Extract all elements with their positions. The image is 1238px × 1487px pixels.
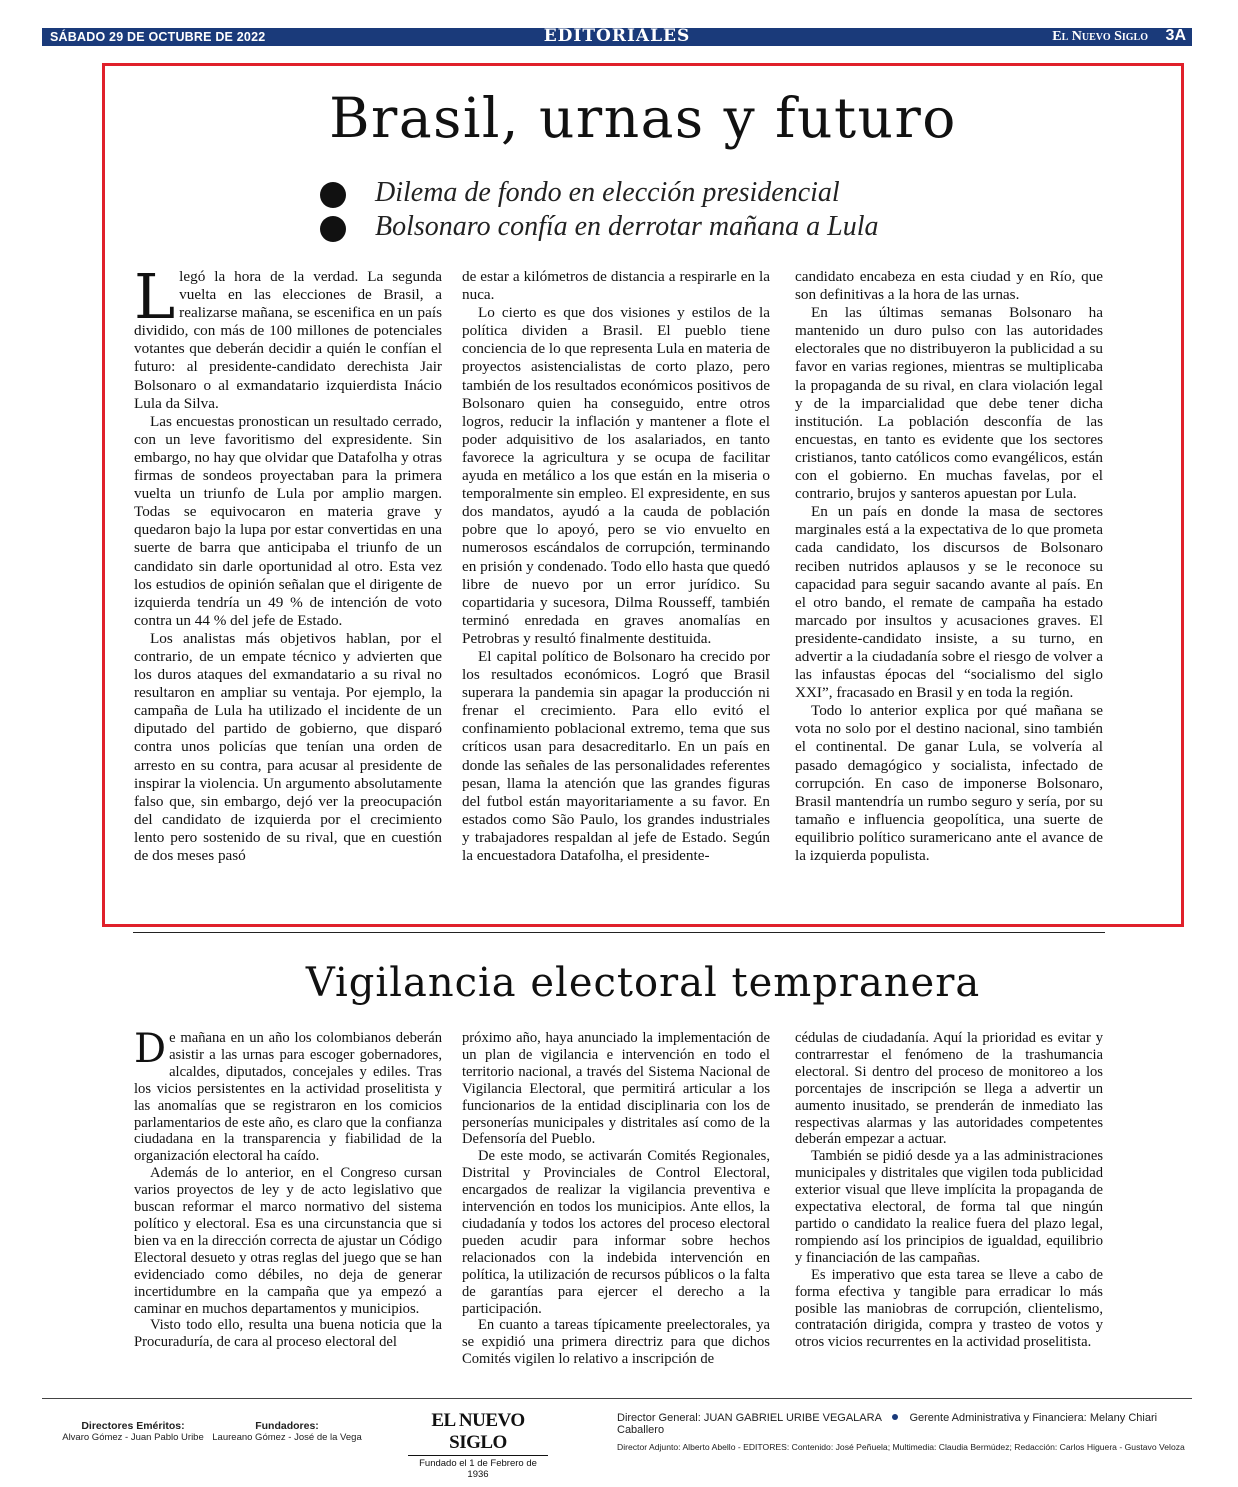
- director-general-label: Director General:: [617, 1412, 701, 1424]
- emeritus-directors: [48, 1420, 218, 1443]
- staff-row-1: [617, 1412, 1187, 1436]
- article-paragraph: También se pidió desde ya a las administraciones municipales y distritales que vigilen toda publicidad exterior visual que lleve implícita la propaganda de expectativa electoral, de forma tal que ningún partido o candidato la realice fuera del plazo legal, rompiendo así los principios de igualdad, equilibrio y financiación de las campañas.: [795, 1148, 1103, 1266]
- article-column-1: [134, 1026, 442, 1351]
- article-column-1: [134, 260, 443, 865]
- article-paragraph: Los analistas más objetivos hablan, por el contrario, de un empate técnico y advierten que los duros ataques del exmandatario a su rival no resultaron en ampliar su ventaja. Por ejemplo, la campaña de Lula ha utilizado el incidente de un diputado del partido de gobierno, que disparó contra unos policías que tenían una orden de arresto en su contra, para acusar al presidente de inspirar la violencia. Un argumento absolutamente falso que, sin embargo, dejó ver la preocupación del candidato de izquierda por el crecimiento lento pero sostenido de su rival, que en cuestión de dos meses pasó: [134, 629, 442, 864]
- editorial-title-brasil: Brasil, urnas y futuro: [329, 86, 957, 150]
- directors-label: Directores Eméritos:: [81, 1420, 185, 1432]
- page-number: 3A: [1165, 27, 1186, 44]
- subtitle-text: Dilema de fondo en elección presidencial: [375, 177, 840, 208]
- article-paragraph: [134, 1026, 442, 1165]
- article-paragraph: En cuanto a tareas típicamente preelectorales, ya se expidió una primera directriz para que dichos Comités vigilen lo relativo a inscripción de: [462, 1317, 770, 1368]
- article-paragraph: Las encuestas pronostican un resultado cerrado, con un leve favoritismo del expresidente. Sin embargo, no hay que olvidar que Datafolha y otras firmas de sondeos proyectaban para la primera vuelta un triunfo de Lula por amplio margen. Todas se equivocaron en materia grave y quedaron bajo la lupa por estar convertidas en una suerte de barra que anticipaba el triunfo de un candidato sin darle oportunidad al otro. Esta vez los estudios de opinión señalan que el dirigente de izquierda tendría un 49 % de intención de voto contra un 44 % del jefe de Estado.: [134, 412, 443, 629]
- manager-name: Melany Chiari Caballero: [617, 1412, 1158, 1436]
- article-paragraph: En las últimas semanas Bolsonaro ha mantenido un duro pulso con las autoridades electorales que no distribuyeron la publicidad a su favor en varias regiones, mientras se multiplicaba la propaganda de su rival, en clara violación legal y de la imparcialidad que debe tener dicha institución. La población desconfía de las encuestas, en tanto es evidente que los sectores cristianos, tanto católicos como evangélicos, están con el gobierno. En muchas favelas, por el contrario, brujos y santeros apuestan por Lula.: [795, 304, 1103, 503]
- section-title: EDITORIALES: [543, 26, 691, 46]
- bullet-dot-icon: [892, 1414, 898, 1420]
- bullet-dot-icon: [320, 182, 346, 208]
- section-divider: [133, 932, 1105, 933]
- article-paragraph: de estar a kilómetros de distancia a respirarle en la nuca.: [462, 268, 770, 304]
- subtitle-text: Bolsonaro confía en derrotar mañana a Lula: [375, 211, 879, 242]
- article-column-3: [795, 268, 1103, 865]
- newspaper-logo: EL NUEVO SIGLO: [408, 1410, 548, 1456]
- founded-date: Fundado el 1 de Febrero de 1936: [419, 1458, 537, 1480]
- drop-cap: L: [134, 260, 176, 333]
- article-column-3: [795, 1030, 1103, 1351]
- directors-names: Alvaro Gómez - Juan Pablo Uribe: [62, 1432, 204, 1443]
- director-general-name: JUAN GABRIEL URIBE VEGALARA: [703, 1412, 882, 1424]
- article-paragraph: próximo año, haya anunciado la implementación de un plan de vigilancia e intervención en todo el territorio nacional, a través del Sistema Nacional de Vigilancia Electoral, que permitirá articular a los funcionarios de la entidad disciplinaria con los de personerías municipales y distritales así como de la Defensoría del Pueblo.: [462, 1030, 770, 1148]
- issue-date: SÁBADO 29 DE OCTUBRE DE 2022: [50, 30, 266, 44]
- editors-line: Director Adjunto: Alberto Abello - EDITORES: Contenido: José Peñuela; Multimedia: Claudia Bermúdez; Redacción: Carlos Higuera - Gustavo Veloza: [617, 1442, 1185, 1452]
- manager-label: Gerente Administrativa y Financiera:: [909, 1412, 1087, 1424]
- article-paragraph: Lo cierto es que dos visiones y estilos de la política dividen a Brasil. El pueblo tiene conciencia de lo que representa Lula en materia de proyectos asistencialistas de corto plazo, pero también de los resultados económicos positivos de Bolsonaro quien ha conseguido, entre otros logros, reducir la inflación y mantener a flote el poder adquisitivo de los asalariados, en tanto favorece la agricultura y se ocupa de facilitar ayuda en metálico a los que están en la miseria o temporalmente sin empleo. El expresidente, en sus dos mandatos, ayudó a la cauda de población pobre que lo apoyó, pero se vio envuelto en numerosos escándalos de corrupción, terminando en prisión y condenado. Todo ello hasta que quedó libre de nuevo por un error jurídico. Su copartidaria y sucesora, Dilma Rousseff, también terminó enredada en graves anomalías en Petrobras y resultó finalmente destituida.: [462, 304, 770, 647]
- article-paragraph: El capital político de Bolsonaro ha crecido por los resultados económicos. Logró que Brasil superara la pandemia sin apagar la producción ni frenar el crecimiento. Para ello evitó el confinamiento poblacional extremo, tema que sus críticos usan para desacreditarlo. En un país en donde las señales de las personalidades referentes pesan, llama la atención que las grandes figuras del futbol están mayoritariamente a su favor. En estados como São Paulo, los grandes industriales y trabajadores respaldan al jefe de Estado. Según la encuestadora Datafolha, el presidente-: [462, 647, 770, 864]
- article-paragraph: Además de lo anterior, en el Congreso cursan varios proyectos de ley y de acto legislativo que buscan reformar el marco normativo del sistema político y electoral. Esa es una circunstancia que si bien va en la dirección correcta de ajustar un Código Electoral desueto y otras reglas del juego que se han evidenciado como débiles, no deja de generar incertidumbre en la campaña que ya empezó a caminar en muchos departamentos y municipios.: [134, 1165, 442, 1317]
- article-paragraph: [134, 260, 442, 413]
- article-paragraph: Visto todo ello, resulta una buena noticia que la Procuraduría, de cara al proceso electoral del: [134, 1317, 442, 1351]
- article-paragraph: Todo lo anterior explica por qué mañana se vota no solo por el destino nacional, sino también el continental. De ganar Lula, se volvería al pasado demagógico y socialista, infectado de corrupción. En caso de imponerse Bolsonaro, Brasil mantendría un rumbo seguro y sería, por su tamaño e influencia geopolítica, una suerte de equilibrio político suramericano ante el avance de la izquierda populista.: [795, 702, 1103, 864]
- masthead-logo: [408, 1410, 548, 1480]
- founders-names: Laureano Gómez - José de la Vega: [212, 1432, 362, 1443]
- article-paragraph: candidato encabeza en esta ciudad y en Río, que son definitivas a la hora de las urnas.: [795, 268, 1103, 304]
- article-column-2: [462, 1030, 770, 1368]
- staff-credits: [617, 1412, 1187, 1452]
- bullet-dot-icon: [320, 216, 346, 242]
- article-paragraph: En un país en donde la masa de sectores marginales está a la expectativa de lo que prometa cada candidato, los discursos de Bolsonaro reciben nutridos aplausos y se le reconoce su capacidad para seguir sacando avante al país. En el otro bando, el remate de campaña ha estado marcado por insultos y acusaciones graves. El presidente-candidato insiste, a su turno, en advertir a la ciudadanía sobre el riesgo de volver a las infaustas épocas del “socialismo del siglo XXI”, fracasado en Brasil y en toda la región.: [795, 503, 1103, 702]
- editorial-title-vigilancia: Vigilancia electoral tempranera: [305, 960, 981, 1006]
- article-paragraph: cédulas de ciudadanía. Aquí la prioridad es evitar y contrarrestar el fenómeno de la trashumancia electoral. Si dentro del proceso de monitoreo a los porcentajes de inscripción se llega a advertir un aumento inusitado, se prenderán de inmediato las respectivas alarmas y las autoridades competentes deberán empezar a actuar.: [795, 1030, 1103, 1148]
- article-paragraph: Es imperativo que esta tarea se lleve a cabo de forma efectiva y tangible para erradicar lo más posible las maniobras de corrupción, clientelismo, contratación dirigida, compra y trasteo de votos y otros vicios recurrentes en la actividad proselitista.: [795, 1266, 1103, 1351]
- page-header-bar: [42, 28, 1192, 46]
- newspaper-name: El Nuevo Siglo: [1052, 29, 1148, 44]
- article-paragraph: De este modo, se activarán Comités Regionales, Distrital y Provinciales de Control Electoral, encargados de realizar la vigilancia preventiva e intervención en todos los municipios. Ante ellos, la ciudadanía y todos los actores del proceso electoral pueden acudir para informar sobre hechos relacionados con la indebida intervención en política, la utilización de recursos públicos o la falta de garantías para ejercer el derecho a la participación.: [462, 1148, 770, 1317]
- founders: [212, 1420, 362, 1443]
- article-column-2: [462, 268, 770, 865]
- drop-cap: D: [134, 1026, 167, 1072]
- founders-label: Fundadores:: [255, 1420, 319, 1432]
- paragraph-text: legó la hora de la verdad. La segunda vuelta en las elecciones de Brasil, a realizarse mañana, se escenifica en un país dividido, con más de 100 millones de potenciales votantes que deberán decidir a quién le confían el futuro: al presidente-candidato derechista Jair Bolsonaro o al exmandatario izquierdista Inácio Lula da Silva.: [134, 268, 442, 412]
- footer-divider: [42, 1398, 1192, 1399]
- paragraph-text: e mañana en un año los colombianos deberán asistir a las urnas para escoger gobernadores, alcaldes, diputados, concejales y ediles. Tras los vicios persistentes en la actividad proselitista y las anomalías que se registraron en los comicios parlamentarios de este año, es claro que la confianza ciudadana en la transparencia y fiabilidad de la organización electoral ha caído.: [134, 1030, 442, 1165]
